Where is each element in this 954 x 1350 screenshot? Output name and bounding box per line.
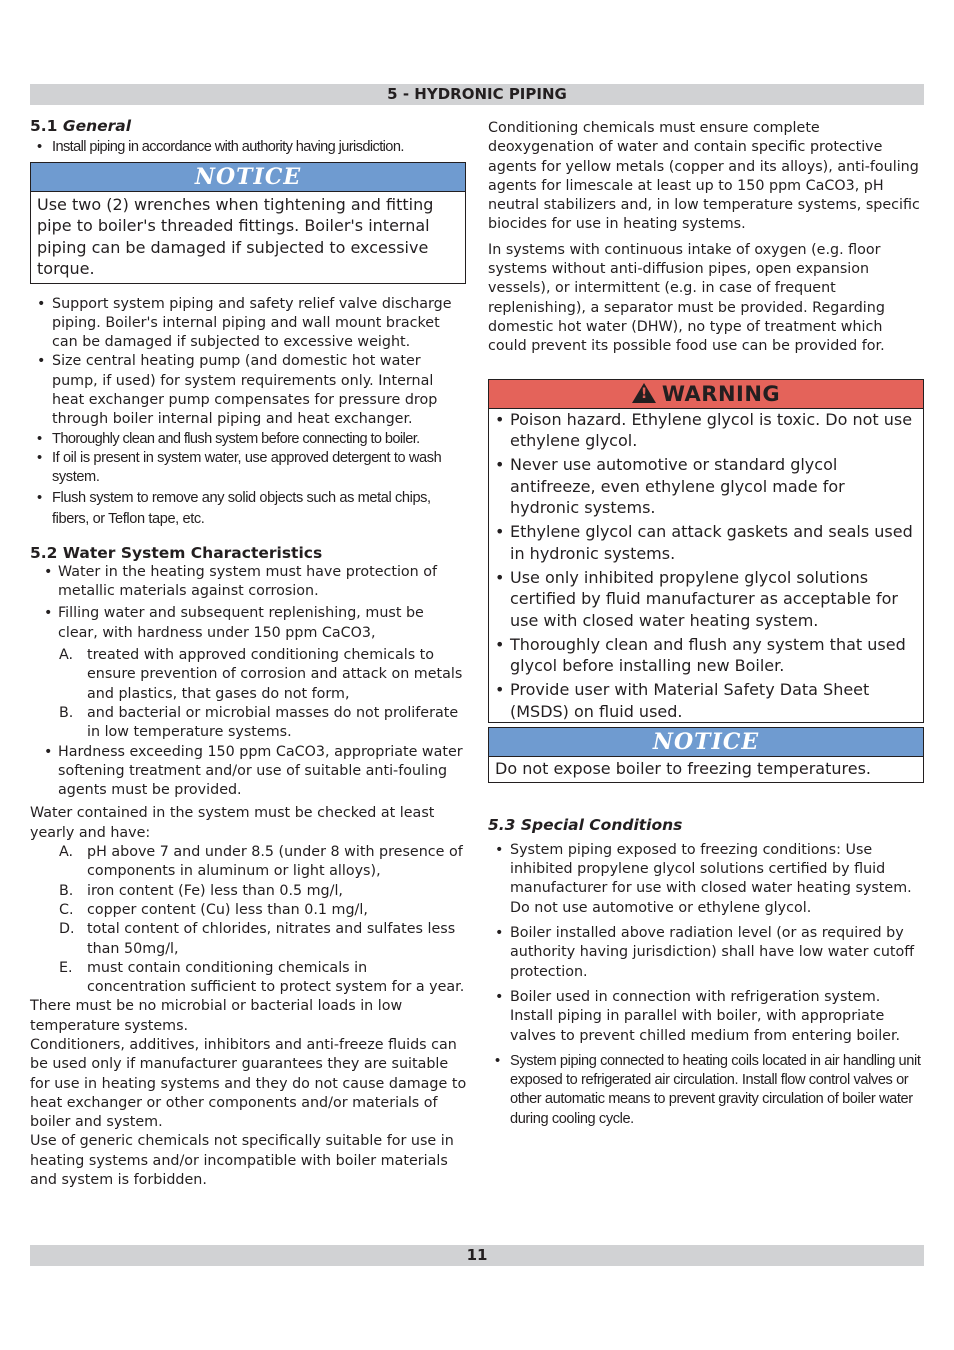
list-item: • Size central heating pump (and domestic hot water pump, if used) for system requirements only. Internal heat exchanger pump compensates for pressure drop through boiler internal piping and heat exchanger. (30, 352, 468, 429)
list-item: • Hardness exceeding 150 ppm CaCO3, appropriate water softening treatment and/or use of suitable anti-fouling agents must be provided. (30, 743, 468, 801)
list-item (30, 959, 468, 998)
list-item (30, 920, 468, 959)
warning-list (495, 409, 917, 723)
list-text: and bacterial or microbial masses do not proliferate in low temperature systems. (87, 704, 459, 741)
paragraph-oxygen: In systems with continuous intake of oxygen (e.g. floor systems without anti-diffusion pipes, open expansion vessels), or intermittent (e.g. in case of frequent replenishing), a separator must be provided. Regarding domestic hot water (DHW), no type of treatment which could prevent its possible food use can be provided for. (488, 241, 885, 355)
section-title: 5 - HYDRONIC PIPING (387, 85, 567, 103)
notice-text: Use two (2) wrenches when tightening and fitting pipe to boiler's threaded fittings. Boiler's internal piping can be damaged if subjected to excessive torque. (37, 194, 434, 279)
conditioning-alpha-list (30, 646, 468, 742)
water-check-list (30, 843, 468, 997)
warning-body (489, 409, 923, 723)
heading-5-3: 5.3 Special Conditions (488, 815, 683, 834)
check-intro: Water contained in the system must be checked at least yearly and have: (30, 805, 435, 841)
list-item: • Boiler installed above radiation level (or as required by authority having jurisdiction) shall have low water cutoff protection. (488, 924, 924, 982)
list-item: • Install piping in accordance with authority having jurisdiction. (30, 138, 468, 157)
list-text: total content of chlorides, nitrates and sulfates less than 50mg/l, (87, 921, 456, 957)
list-letter: D. (59, 921, 75, 938)
notice-box-wrenches (30, 162, 466, 284)
list-item: • Filling water and subsequent replenishing, must be clear, with hardness under 150 ppm CaCO3, (30, 604, 468, 643)
list-text: must contain conditioning chemicals in concentration sufficient to protect system for a year. (87, 959, 465, 996)
list-item: • If oil is present in system water, use approved detergent to wash system. (30, 449, 468, 488)
list-item (30, 843, 468, 882)
list-item (30, 704, 468, 743)
warning-icon-glyph: ! (640, 385, 648, 402)
list-item: • Use only inhibited propylene glycol solutions certified by fluid manufacturer as acceptable for use with closed water heating system. (495, 567, 917, 632)
piping-bullet-list (30, 295, 468, 530)
water-characteristics-list (30, 563, 468, 643)
notice-text: Do not expose boiler to freezing temperatures. (495, 759, 871, 779)
paragraph-conditioning: Conditioning chemicals must ensure complete deoxygenation of water and contain specific protective agents for yellow metals (copper and its alloys), anti-fouling agents for limescale at least up to 150 ppm CaCO3, pH neutral stabilizers and, in low temperature systems, specific biocides for use in heating systems. (488, 120, 920, 233)
list-letter: A. (59, 844, 74, 861)
list-text: copper content (Cu) less than 0.1 mg/l, (87, 901, 368, 918)
notice-label: NOTICE (31, 163, 465, 192)
list-item (30, 882, 468, 901)
warning-label: WARNING (661, 381, 781, 406)
heading-5-1-number: 5.1 (30, 117, 63, 135)
list-text: iron content (Fe) less than 0.5 mg/l, (87, 882, 343, 899)
paragraph-microbial: There must be no microbial or bacterial loads in low temperature systems. (30, 998, 403, 1034)
heading-5-1 (30, 117, 468, 136)
notice-box-freezing (488, 727, 924, 783)
list-item: • Ethylene glycol can attack gaskets and seals used in hydronic systems. (495, 521, 917, 564)
left-column (30, 117, 468, 1190)
list-item (30, 646, 468, 704)
list-item: • Support system piping and safety relief valve discharge piping. Boiler's internal piping and wall mount bracket can be damaged if subjected to excessive weight. (30, 295, 468, 353)
section-header-band (30, 84, 924, 105)
list-item: • Water in the heating system must have protection of metallic materials against corrosion. (30, 563, 468, 602)
right-column (488, 119, 924, 1129)
warning-box (488, 379, 924, 724)
page-number: 11 (466, 1246, 488, 1264)
list-letter: B. (59, 704, 74, 721)
heading-5-2: 5.2 Water System Characteristics (30, 543, 323, 562)
paragraph-generic-chemicals: Use of generic chemicals not specifically suitable for use in heating systems and/or incompatible with boiler materials and system is forbidden. (30, 1133, 454, 1189)
list-item (30, 901, 468, 920)
list-letter: B. (59, 882, 74, 899)
list-item: • Boiler used in connection with refrigeration system. Install piping in parallel with boiler, with appropriate valves to prevent chilled medium from entering boiler. (488, 988, 924, 1046)
list-letter: C. (59, 901, 74, 918)
notice-label: NOTICE (489, 728, 923, 757)
paragraph-conditioners: Conditioners, additives, inhibitors and anti-freeze fluids can be used only if manufacturer guarantees they are suitable for use in heating systems and they do not cause damage to heat exchanger or other components and/or materials of boiler and system. (30, 1036, 467, 1131)
list-item: • Poison hazard. Ethylene glycol is toxic. Do not use ethylene glycol. (495, 409, 917, 452)
list-item: • Thoroughly clean and flush any system that used glycol before installing new Boiler. (495, 634, 917, 677)
list-item: • System piping connected to heating coils located in air handling unit exposed to refrigerated air circulation. Install flow control valves or other automatic means to prevent gravity circulation of boiler water during cooling cycle. (488, 1052, 924, 1129)
list-letter: A. (59, 647, 74, 664)
hardness-list (30, 743, 468, 801)
page-footer-band (30, 1245, 924, 1266)
heading-5-1-title: General (62, 117, 132, 135)
list-item: • Thoroughly clean and flush system before connecting to boiler. (30, 430, 468, 449)
list-item: • System piping exposed to freezing conditions: Use inhibited propylene glycol solutions certified by fluid manufacturer for use with closed water heating system. Do not use automotive or ethylene glycol. (488, 841, 924, 918)
list-item: • Flush system to remove any solid objects such as metal chips, fibers, or Teflon tape, etc. (30, 488, 468, 530)
general-bullet-list (30, 138, 468, 157)
list-text: treated with approved conditioning chemicals to ensure prevention of corrosion and attack on metals and plastics, that gases do not form, (87, 647, 463, 702)
warning-header (489, 380, 923, 409)
list-text: pH above 7 and under 8.5 (under 8 with presence of components in aluminum or light alloys), (87, 844, 463, 880)
list-item: • Never use automotive or standard glycol antifreeze, even ethylene glycol made for hydronic systems. (495, 454, 917, 519)
warning-triangle-icon (632, 383, 656, 403)
list-letter: E. (59, 959, 73, 976)
special-conditions-list (488, 841, 924, 1129)
list-item: • Provide user with Material Safety Data Sheet (MSDS) on fluid used. (495, 679, 917, 722)
